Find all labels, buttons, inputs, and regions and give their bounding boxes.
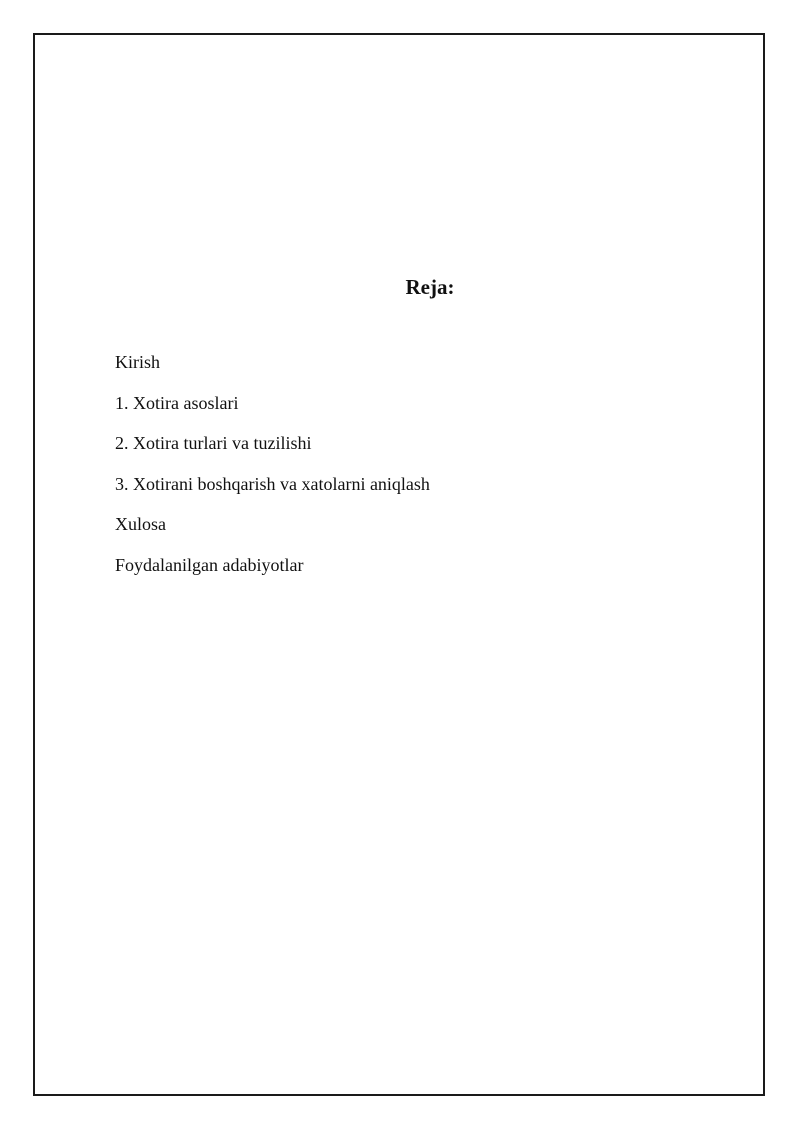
plan-item-3: 3. Xotirani boshqarish va xatolarni aniqlash — [115, 473, 430, 494]
plan-item-kirish: Kirish — [115, 352, 160, 372]
plan-item-xulosa: Xulosa — [115, 514, 166, 534]
plan-item-2: 2. Xotira turlari va tuzilishi — [115, 433, 312, 453]
page-title: Reja: — [405, 275, 455, 299]
plan-item-adabiyotlar: Foydalanilgan adabiyotlar — [115, 554, 304, 575]
plan-item-1: 1. Xotira asoslari — [115, 392, 239, 413]
plan-list — [115, 350, 430, 593]
